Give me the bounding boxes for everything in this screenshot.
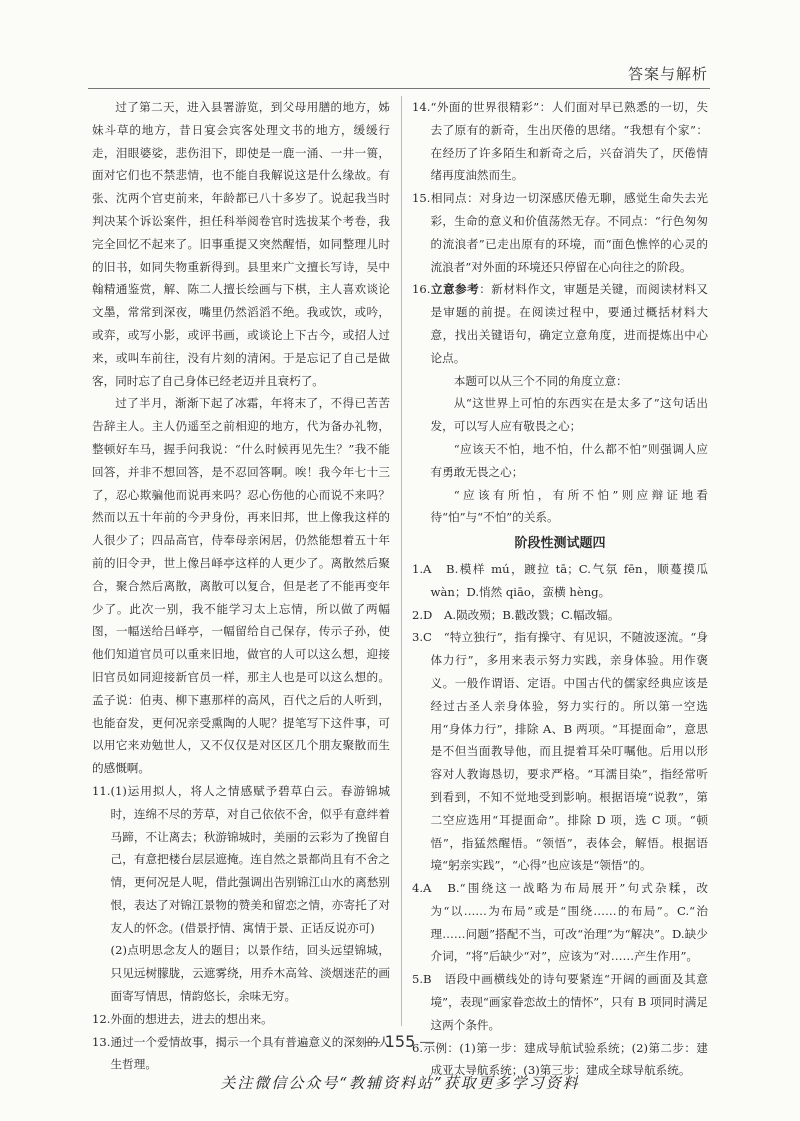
column-divider [401, 96, 402, 1026]
answer-11-part-2: (2)点明思念友人的题目；以景作结，回头远望锦城，只见远树朦胧，云遮雾绕，用乔木高耸、淡烟迷茫的画面寄写情思，情韵悠长，余味无穷。 [110, 943, 390, 1004]
section-title: 阶段性测试题四 [514, 536, 606, 552]
test-answer-3: 3.C “特立独行”，指有操守、有见识，不随波逐流。“身体力行”，多用来表示努力实践，亲身体验。用作褒义。一般作谓语、定语。中国古代的儒家经典应该是经过古圣人亲身体验，努力实行的。所以第一空选用“身体力行”，排除 A、B 两项。“耳提面命”，意思是不但当面教导他，而且提着耳朵叮嘱他。后用以形容对人教诲恳切，要求严格。“耳濡目染”，指经常听到看到，不知不觉地受到影响。根据语境“说教”，第二空应选用“耳提面命”。排除 D 项，选 C 项。“顿悟”，指猛然醒悟。“领悟”，表体会，解悟。根据语境“躬亲实践”，“心得”也应该是“领悟”的。 [412, 630, 708, 873]
test-answer-6: 6.示例：(1)第一步：建成导航试验系统；(2)第二步：建成亚太导航系统；(3)第三步：建成全球导航系统。 [412, 1040, 708, 1078]
test-answer-4: 4.A B.“围绕这一战略为布局展开”句式杂糅，改为“以……为布局”或是“围绕……的布局”。C.“治理……问题”搭配不当，可改“治理”为“解决”。D.缺少介词，“将”后缺少“对”，应该为“对……产生作用”。 [412, 881, 708, 964]
answer-11-part-1: 11.(1)运用拟人，将人之情感赋予碧草白云。春游锦城时，连绵不尽的芳草，对自己依依不舍，似乎有意绊着马蹄，不让离去；秋游锦城时，美丽的云彩为了挽留自己，有意把楼台层层遮掩。连自然之景都尚且有不舍之情，更何况是人呢，借此强调出告别锦江山水的离愁别恨，表达了对锦江景物的赞美和留恋之情，亦寄托了对友人的怀念。(借景抒情、寓情于景、正话反说亦可) [92, 783, 390, 935]
answer-15: 15.相同点：对身边一切深感厌倦无聊，感觉生命失去光彩，生命的意义和价值荡然无存。不同点：“行色匆匆的流浪者”已走出原有的环境，而“面色憔悴的心灵的流浪者”对外面的环境还只停留在心向往之的阶段。 [412, 191, 708, 274]
answer-14: 14.“外面的世界很精彩”：人们面对早已熟悉的一切，失去了原有的新奇，生出厌倦的思绪。“我想有个家”：在经历了许多陌生和新奇之后，兴奋消失了，厌倦情绪再度油然而生。 [412, 100, 708, 183]
header-rule [88, 88, 710, 89]
answer-16-text: ：新材料作文，审题是关键，而阅读材料又是审题的前提。在阅读过程中，要通过概括材料大意，找出关键语句，确定立意角度，进而提炼出中心论点。 [430, 282, 708, 365]
translation-paragraph-2: 过了半月，渐渐下起了冰霜，年将末了，不得已苦苦告辞主人。主人仍遥至之前相迎的地方，代为备办礼物，整顿好车马，握手问我说：“什么时候再见先生？”我不能回答，并非不想回答，是不忍回答啊。唉！我今年七十三了，忍心欺骗他而说再来吗？忍心伤他的心而说不来吗？然而以五十年前的今尹身份，再来旧邦，世上像我这样的人很少了；四品高官，侍奉母亲闲居，仍然能想着五十年前的旧令尹，世上像吕峄亭这样的人更少了。离散然后聚合，聚合然后离散，离散可以复合，但是老了不能再变年少了。此次一别，我不能学习太上忘情，所以做了两幅图，一幅送给吕峄亭，一幅留给自己保存，传示子孙，使他们知道官员可以重来旧地，做官的人可以这么想，迎接旧官员如同迎接新官员一样，那主人也是可以这么想的。孟子说：伯夷、柳下惠那样的高风，百代之后的人听到，也能奋发，更何况亲受熏陶的人呢？提笔写下这件事，可以用它来劝勉世人，又不仅仅是对区区几个朋友聚散而生的感慨啊。 [92, 396, 390, 776]
translation-paragraph-1: 过了第二天，进入县署游览，到父母用膳的地方，姊妹斗草的地方，昔日宴会宾客处理文书的地方，缓缓行走，泪眼婆娑，悲伤泪下，即使是一鹿一涌、一井一篑，面对它们也不禁悲情，也不能自我解说这是什么缘故。有张、沈两个官吏前来，年龄都已八十多岁了。说起我当时判决某个诉讼案件，担任科举阅卷官时选拔某个考卷，我完全回忆不起来了。旧事重提又突然醒悟，如同整理儿时的旧书，如同失物重新得到。县里来广文擅长写诗，吴中翰精通鉴赏，解、陈二人擅长绘画与下棋，主人喜欢谈论文墨，常常到深夜，嘴里仍然滔滔不绝。我或饮，或吟，或弈，或写小影，或评书画，或谈论上下古今，或招人过来，或叫车前往，没有片刻的清闲。于是忘记了自己是做客，同时忘了自己身体已经老迈并且衰朽了。 [92, 100, 390, 388]
answer-16-line-1: 本题可以从三个不同的角度立意： [453, 373, 628, 388]
left-column [92, 96, 390, 1076]
answer-16-line-2: 从“这世界上可怕的东西实在是太多了”这句话出发，可以写人应有敬畏之心； [430, 396, 708, 434]
test-answer-2: 2.D A.陨改殒；B.戳改戮；C.幅改辐。 [412, 607, 620, 622]
page-number: — 155 — [0, 1032, 800, 1051]
header-title: 答案与解析 [627, 65, 708, 83]
answer-16-line-3: “应该天不怕，地不怕，什么都不怕”则强调人应有勇敢无畏之心； [430, 441, 708, 479]
test-answer-1: 1.A B.模样 mú，踱拉 tā；C.气氛 fēn，顺蔓摸瓜 wàn；D.悄然 qiāo，蛮横 hèng。 [412, 561, 708, 599]
answer-16-number: 16. [412, 282, 431, 297]
answer-16-line-4: “应该有所怕，有所不怕”则应辩证地看待“怕”与“不怕”的关系。 [430, 487, 708, 525]
answer-16-label: 立意参考 [430, 282, 480, 297]
answer-16 [412, 278, 708, 369]
right-column [412, 96, 708, 1082]
footer-note: 关注微信公众号“教辅资料站”获取更多学习资料 [220, 1074, 580, 1092]
answer-12: 12.外面的想进去，进去的想出来。 [92, 1011, 273, 1026]
test-answer-5: 5.B 语段中画横线处的诗句要紧连“开阔的画面及其意境”，表现“画家眷恋故土的情怀”，只有 B 项同时满足这两个条件。 [412, 972, 708, 1032]
answer-13: 13.通过一个爱情故事，揭示一个具有普遍意义的深刻的人生哲理。 [92, 1034, 390, 1072]
